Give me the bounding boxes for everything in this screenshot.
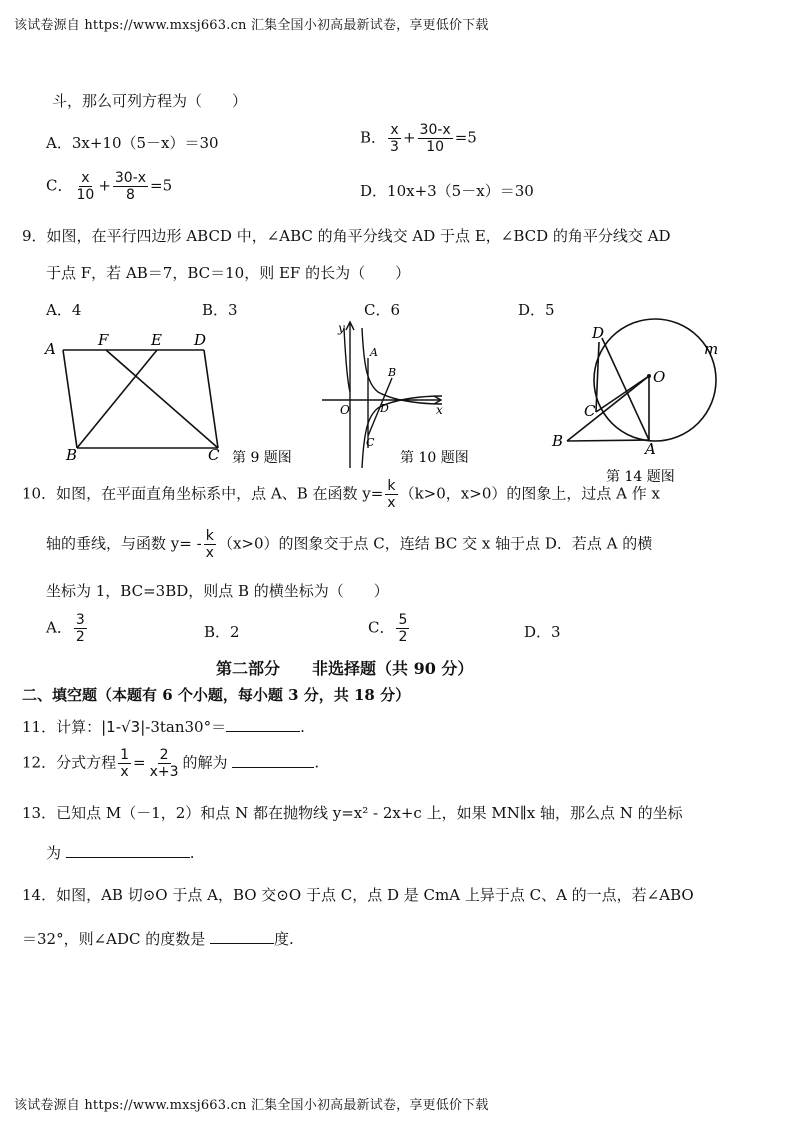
q14-answer-blank[interactable] [210, 929, 274, 944]
fig9-label-e: E [151, 331, 162, 349]
q10-fraction-neg-k-over-x: $\frac{k}{x}$ [205, 528, 214, 561]
q13-line-2: 为 . [46, 844, 195, 862]
figure-10-graph [316, 318, 486, 470]
fig10-label-a: A [370, 346, 378, 359]
q9-line-1: 9．如图，在平行四边形 ABCD 中，∠ABC 的角平分线交 AD 于点 E，∠BCD 的角平分线交 AD [22, 227, 671, 245]
fig9-caption: 第 9 题图 [232, 450, 292, 466]
q10-line-3: 坐标为 1，BC=3BD，则点 B 的横坐标为（ ） [46, 582, 389, 600]
section-fill-in-title: 二、填空题（本题有 6 个小题，每小题 3 分，共 18 分） [22, 686, 411, 704]
q8-option-d: D．10x+3（5－x）＝30 [360, 182, 534, 200]
q10-line-1: 10．如图，在平面直角坐标系中，点 A、B 在函数 y= $\frac{k}{x}$ （k>0，x>0）的图象上，过点 A 作 x [22, 478, 660, 511]
q8-b-fraction-1: $\frac{x}{3}$ [390, 122, 399, 155]
page-header: 该试卷源自 https://www.mxsj663.cn 汇集全国小初高最新试卷，享更低价下载 [14, 18, 489, 33]
fig10-label-o: O [340, 403, 350, 417]
q8-b-fraction-2: $\frac{30-x}{10}$ [419, 122, 451, 155]
q8-c-fraction-1: $\frac{x}{10}$ [76, 170, 95, 203]
figure-9-parallelogram [36, 328, 316, 470]
fig10-label-b: B [388, 366, 397, 379]
fig9-label-c: C [208, 446, 220, 464]
q10-option-c: C． $\frac{5}{2}$ [368, 612, 408, 645]
page-footer: 该试卷源自 https://www.mxsj663.cn 汇集全国小初高最新试卷，享更低价下载 [14, 1098, 489, 1113]
fig9-label-d: D [194, 331, 207, 349]
q14-line-2: ＝32°，则∠ADC 的度数是 度. [22, 930, 294, 948]
fig9-label-a: A [45, 340, 56, 358]
figure-14-circle [546, 316, 726, 488]
q10-fraction-k-over-x: $\frac{k}{x}$ [387, 478, 396, 511]
q14-line-1: 14．如图，AB 切⊙O 于点 A，BO 交⊙O 于点 C，点 D 是 CmA 上异于点 C、A 的一点，若∠ABO [22, 886, 694, 904]
fig14-label-d: D [592, 324, 605, 342]
fig10-label-x: x [436, 403, 443, 417]
q9-option-a: A．4 [46, 301, 82, 319]
q11-answer-blank[interactable] [226, 717, 300, 732]
fig9-label-b: B [66, 446, 78, 464]
q13-answer-blank[interactable] [66, 843, 190, 858]
q11: 11．计算：|1-√3|-3tan30°＝ . [22, 718, 305, 736]
q8-option-c: C． $\frac{x}{10}$ + $\frac{30-x}{8}$ =5 [46, 170, 173, 203]
fig14-label-c: C [584, 402, 596, 420]
fig10-label-y: y [338, 321, 345, 335]
q10-option-d: D．3 [524, 623, 561, 641]
q10-line-2: 轴的垂线，与函数 y= - $\frac{k}{x}$ （x>0）的图象交于点 C，连结 BC 交 x 轴于点 D．若点 A 的横 [46, 528, 653, 561]
fig14-caption: 第 14 题图 [606, 469, 675, 485]
fig10-label-d: D [380, 402, 389, 415]
q8-option-b: B． $\frac{x}{3}$ + $\frac{30-x}{10}$ =5 [360, 122, 477, 155]
q8-option-a: A．3x+10（5－x）＝30 [46, 134, 219, 152]
q9-option-b: B．3 [202, 301, 238, 319]
part-two-title: 第二部分 非选择题（共 90 分） [216, 659, 474, 678]
fig14-label-m: m [704, 340, 719, 358]
fig9-label-f: F [98, 331, 109, 349]
fig10-caption: 第 10 题图 [400, 450, 469, 466]
q10-option-b: B．2 [204, 623, 240, 641]
q9-line-2: 于点 F，若 AB＝7，BC＝10，则 EF 的长为（ ） [46, 264, 411, 282]
q8-stem-tail: 斗，那么可列方程为（ ） [52, 92, 248, 110]
fig14-label-o: O [653, 368, 666, 386]
q13-line-1: 13．已知点 M（－1，2）和点 N 都在抛物线 y=x² - 2x+c 上，如果 MN∥x 轴，那么点 N 的坐标 [22, 804, 683, 822]
fig14-label-a: A [645, 440, 656, 458]
q12-answer-blank[interactable] [232, 753, 314, 768]
fig10-label-c: C [366, 436, 375, 449]
q12: 12．分式方程 $\frac{1}{x}$ = $\frac{2}{x+3}$ 的解为 . [22, 747, 320, 780]
q9-option-c: C．6 [364, 301, 401, 319]
fig14-label-b: B [552, 432, 564, 450]
q9-option-d: D．5 [518, 301, 555, 319]
q8-c-fraction-2: $\frac{30-x}{8}$ [114, 170, 147, 203]
q10-option-a: A． $\frac{3}{2}$ [46, 612, 85, 645]
